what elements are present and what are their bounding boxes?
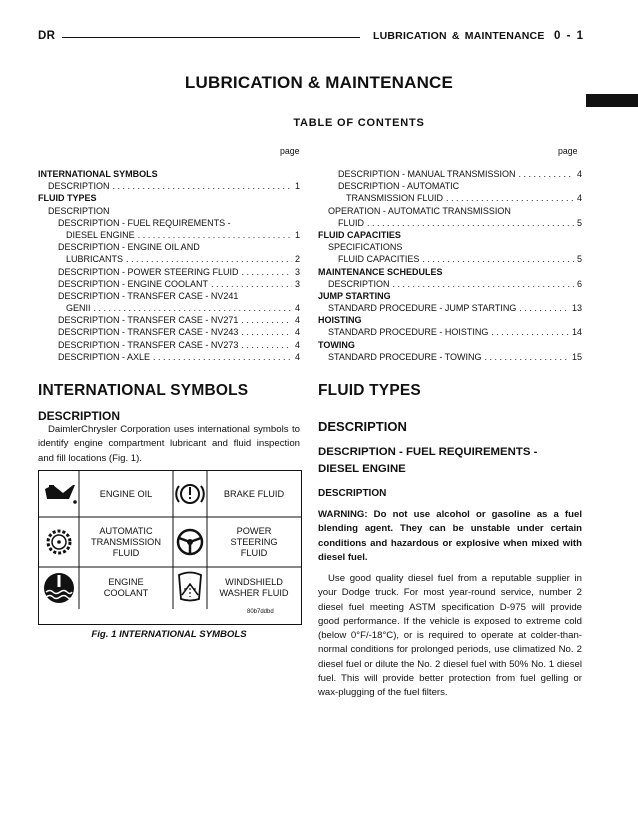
toc-entry-text: DESCRIPTION - AUTOMATIC: [338, 181, 460, 192]
toc-leader-dots: [519, 168, 574, 180]
toc-entry-text: MAINTENANCE SCHEDULES: [318, 266, 443, 277]
toc-entry: [318, 253, 582, 265]
toc-leader-dots: [242, 266, 292, 278]
header-page-number: 0 - 1: [554, 30, 584, 42]
toc-entry: [38, 278, 300, 290]
toc-entry-page: 5: [576, 254, 582, 265]
diesel-fuel-paragraph: Use good quality diesel fuel from a reputable supplier in your Dodge truck. For most year-round service, number 2 diesel fuel meeting ASTM specification D-975 will provide good performance. If the vehicle is exposed to extreme cold (below 0°F/-18°C), or is required to operate at colder-than-normal conditions for prolonged periods, use climatized No. 2 diesel fuel or dilute the No. 2 diesel fuel with 50% No. 1 diesel fuel. This will provide better protection from fuel gelling or wax-plugging of the fuel filters.: [318, 573, 582, 699]
toc-entry: [318, 302, 582, 314]
toc-entry: [38, 180, 300, 192]
toc-entry-page: 4: [576, 169, 582, 179]
toc-entry-text: FLUID: [338, 217, 365, 228]
toc-entry-page: 4: [294, 351, 300, 362]
header-title: LUBRICATION & MAINTENANCE: [373, 30, 545, 42]
fluid-types-description-heading: DESCRIPTION: [318, 419, 407, 434]
toc-leader-dots: [241, 339, 292, 351]
section-heading-international-symbols: INTERNATIONAL SYMBOLS: [38, 382, 249, 399]
section-heading-fluid-types: FLUID TYPES: [318, 382, 421, 399]
power-steering-icon: [178, 530, 202, 554]
label-transmission-fluid-line3: FLUID: [112, 548, 140, 558]
toc-entry: [38, 241, 300, 253]
toc-entry: [38, 290, 300, 302]
toc-entry: [38, 168, 300, 180]
toc-leader-dots: [126, 253, 292, 265]
toc-entry: [38, 326, 300, 338]
toc-entry-page: 15: [571, 351, 582, 362]
toc-entry-text: JUMP STARTING: [318, 290, 391, 301]
toc-entry: [38, 253, 300, 265]
figure-caption: Fig. 1 INTERNATIONAL SYMBOLS: [91, 629, 247, 640]
toc-right-column: [318, 168, 582, 363]
toc-title: TABLE OF CONTENTS: [293, 117, 425, 129]
toc-entry-text: DESCRIPTION - MANUAL TRANSMISSION: [338, 169, 516, 179]
toc-entry-page: 4: [294, 303, 300, 314]
label-windshield-washer-line1: WINDSHIELD: [225, 577, 283, 587]
toc-entry-text: DIESEL ENGINE: [66, 229, 135, 240]
label-windshield-washer: [207, 577, 301, 599]
label-engine-oil: ENGINE OIL: [99, 489, 153, 499]
section-thumb-tab: [586, 94, 638, 107]
diesel-warning: WARNING: Do not use alcohol or gasoline as a fuel blending agent. They can be unstable under certain conditions and hazardous or explosive when mixed with diesel fuel.: [318, 509, 582, 563]
toc-entry-page: 4: [294, 327, 300, 338]
toc-entry-text: DESCRIPTION: [328, 278, 390, 289]
label-transmission-fluid: [79, 526, 173, 559]
toc-entry-page: 4: [294, 315, 300, 326]
toc-entry: [318, 278, 582, 290]
toc-entry-text: GENII: [66, 303, 91, 314]
brake-fluid-icon: [176, 485, 204, 503]
toc-entry-text: DESCRIPTION - TRANSFER CASE - NV243: [58, 327, 239, 338]
toc-entry-text: STANDARD PROCEDURE - JUMP STARTING: [328, 303, 517, 314]
toc-entry-page: 13: [571, 303, 582, 314]
engine-oil-icon: [45, 485, 77, 504]
fuel-description-heading: DESCRIPTION: [318, 488, 387, 499]
toc-leader-dots: [491, 326, 569, 338]
toc-entry-page: 4: [294, 339, 300, 350]
toc-entry: [38, 266, 300, 278]
fuel-requirements-heading-line2: DIESEL ENGINE: [318, 463, 406, 475]
toc-entry-text: TRANSMISSION FLUID: [346, 193, 444, 204]
toc-entry-text: LUBRICANTS: [66, 254, 124, 265]
toc-entry: [38, 351, 300, 363]
toc-entry-text: DESCRIPTION: [48, 181, 110, 192]
engine-coolant-icon: [44, 573, 74, 603]
toc-leader-dots: [153, 351, 292, 363]
toc-leader-dots: [211, 278, 292, 290]
label-power-steering-line1: POWER: [236, 526, 272, 536]
header-rule: [62, 37, 360, 38]
toc-entry-page: 14: [571, 327, 582, 338]
header-section-code: DR: [38, 30, 56, 42]
toc-entry: [318, 192, 582, 204]
windshield-washer-icon: [179, 573, 201, 601]
toc-entry-text: STANDARD PROCEDURE - TOWING: [328, 351, 482, 362]
toc-entry-text: DESCRIPTION - TRANSFER CASE - NV271: [58, 315, 239, 326]
toc-entry-text: DESCRIPTION - TRANSFER CASE - NV241: [58, 290, 239, 301]
toc-entry-text: TOWING: [318, 339, 355, 350]
section-subheading-description: DESCRIPTION: [38, 409, 121, 423]
label-power-steering: [207, 526, 301, 559]
label-power-steering-line3: FLUID: [240, 548, 268, 558]
toc-entry-page: 6: [576, 278, 582, 289]
toc-entry-text: DESCRIPTION - TRANSFER CASE - NV273: [58, 339, 239, 350]
toc-entry: [318, 168, 582, 180]
toc-entry-page: 2: [294, 254, 300, 265]
toc-entry-page: 3: [294, 266, 300, 277]
toc-leader-dots: [485, 351, 569, 363]
toc-entry-text: SPECIFICATIONS: [328, 242, 403, 253]
toc-leader-dots: [446, 192, 574, 204]
toc-entry: [38, 339, 300, 351]
toc-entry-text: HOISTING: [318, 315, 362, 326]
label-engine-coolant: [79, 577, 173, 599]
toc-leader-dots: [393, 278, 574, 290]
toc-entry-text: DESCRIPTION - AXLE: [58, 351, 151, 362]
toc-leader-dots: [241, 314, 292, 326]
toc-entry: [38, 217, 300, 229]
toc-entry-text: DESCRIPTION - FUEL REQUIREMENTS -: [58, 217, 231, 228]
toc-entry: [318, 217, 582, 229]
figure-code: 80b7ddbd: [247, 609, 274, 615]
toc-leader-dots: [94, 302, 292, 314]
toc-entry-page: 4: [576, 193, 582, 204]
international-symbols-figure: [38, 470, 302, 625]
toc-entry-text: OPERATION - AUTOMATIC TRANSMISSION: [328, 205, 511, 216]
toc-leader-dots: [367, 217, 574, 229]
toc-left-page-label: page: [280, 146, 300, 156]
transmission-fluid-icon: [48, 531, 70, 553]
label-power-steering-line2: STEERING: [230, 537, 278, 547]
toc-left-column: [38, 168, 300, 363]
toc-entry: [318, 314, 582, 326]
toc-entry: [318, 241, 582, 253]
toc-leader-dots: [422, 253, 574, 265]
toc-entry-text: FLUID TYPES: [38, 193, 97, 204]
toc-leader-dots: [241, 326, 292, 338]
toc-entry: [318, 326, 582, 338]
label-brake-fluid: BRAKE FLUID: [223, 489, 285, 499]
symbols-paragraph: DaimlerChrysler Corporation uses international symbols to identify engine compartment lubricant and fluid inspection and fill locations (Fig. 1).: [38, 424, 300, 464]
toc-entry-page: 1: [294, 229, 300, 240]
toc-entry: [38, 302, 300, 314]
toc-entry: [38, 229, 300, 241]
toc-entry: [318, 205, 582, 217]
fuel-requirements-heading: [318, 444, 537, 478]
toc-entry-page: 5: [576, 217, 582, 228]
label-transmission-fluid-line1: AUTOMATIC: [99, 526, 153, 536]
page-title: LUBRICATION & MAINTENANCE: [184, 73, 454, 92]
toc-entry: [318, 229, 582, 241]
toc-entry: [318, 351, 582, 363]
toc-entry: [38, 205, 300, 217]
toc-entry: [38, 314, 300, 326]
toc-entry-text: DESCRIPTION: [48, 205, 110, 216]
toc-entry: [318, 266, 582, 278]
toc-entry-text: FLUID CAPACITIES: [338, 254, 420, 265]
toc-entry-text: DESCRIPTION - POWER STEERING FLUID: [58, 266, 239, 277]
toc-entry-text: FLUID CAPACITIES: [318, 229, 401, 240]
label-transmission-fluid-line2: TRANSMISSION: [91, 537, 161, 547]
toc-entry: [318, 290, 582, 302]
toc-entry-text: DESCRIPTION - ENGINE OIL AND: [58, 242, 200, 253]
toc-entry-text: DESCRIPTION - ENGINE COOLANT: [58, 278, 209, 289]
toc-entry-page: 1: [294, 181, 300, 192]
toc-entry-text: INTERNATIONAL SYMBOLS: [38, 169, 158, 179]
toc-entry: [318, 339, 582, 351]
label-engine-coolant-line2: COOLANT: [103, 588, 149, 598]
toc-leader-dots: [519, 302, 569, 314]
toc-entry: [318, 180, 582, 192]
toc-entry: [38, 192, 300, 204]
toc-entry-text: STANDARD PROCEDURE - HOISTING: [328, 327, 489, 338]
toc-leader-dots: [138, 229, 292, 241]
toc-entry-page: 3: [294, 278, 300, 289]
toc-leader-dots: [113, 180, 292, 192]
label-engine-coolant-line1: ENGINE: [108, 577, 144, 587]
toc-right-page-label: page: [558, 146, 578, 156]
fuel-requirements-heading-line1: DESCRIPTION - FUEL REQUIREMENTS -: [318, 446, 538, 458]
label-windshield-washer-line2: WASHER FLUID: [219, 588, 289, 598]
